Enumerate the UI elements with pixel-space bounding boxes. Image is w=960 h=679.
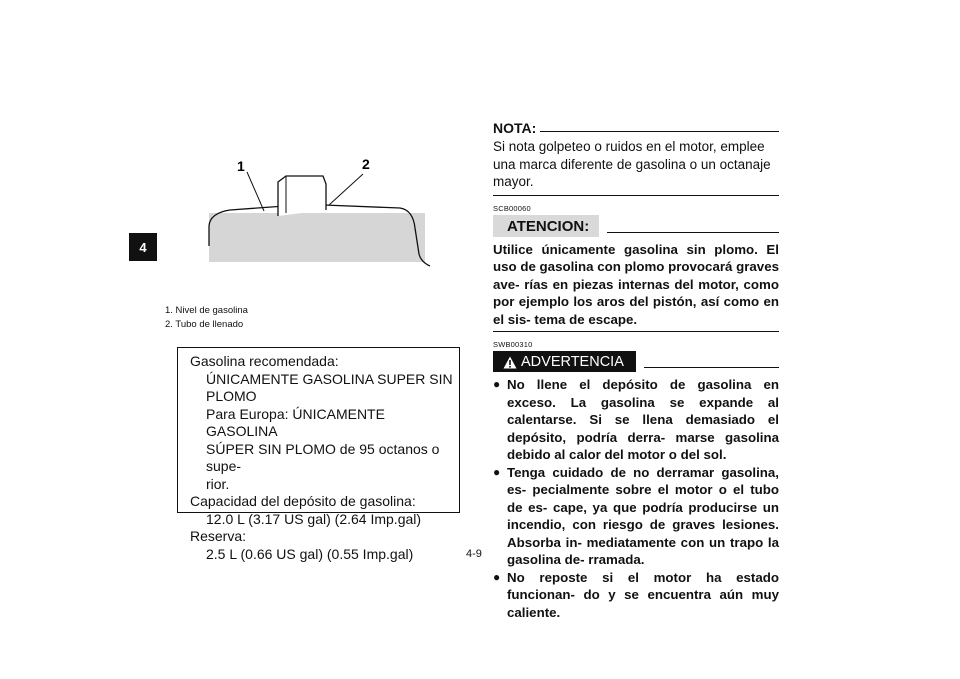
advertencia-item-text: No reposte si el motor ha estado funcionan- do y se encuentra aún muy caliente. <box>507 569 779 620</box>
spec-title: Gasolina recomendada: <box>190 353 339 369</box>
advertencia-list <box>493 376 779 621</box>
spec-fuel-line: PLOMO <box>206 388 257 404</box>
list-item <box>493 376 779 464</box>
fuel-level-figure <box>195 158 440 270</box>
advertencia-rule <box>644 367 779 368</box>
spec-fuel-line: SÚPER SIN PLOMO de 95 octanos o supe- <box>206 440 440 474</box>
atencion-end-rule <box>493 331 779 332</box>
fuel-spec-box <box>177 347 460 562</box>
caption-1: 1. Nivel de gasolina <box>165 305 248 316</box>
nota-end-rule <box>493 195 779 196</box>
warning-triangle-icon <box>503 356 517 369</box>
advertencia-item-text: No llene el depósito de gasolina en exceso. La gasolina se expande al calentarse. Si se llena demasiado el depósito, podría derra- marse gasolina debido al calor del motor o del sol. <box>507 377 779 462</box>
spec-capacity-value: 12.0 L (3.17 US gal) (2.64 Imp.gal) <box>206 510 422 527</box>
spec-fuel-line: ÚNICAMENTE GASOLINA SUPER SIN <box>206 370 453 387</box>
page-number: 4-9 <box>466 548 482 560</box>
bullet-icon: ● <box>493 464 501 479</box>
spec-fuel-line: rior. <box>206 475 230 492</box>
callout-1: 1 <box>237 158 245 174</box>
advertencia-heading <box>493 351 779 372</box>
nota-rule <box>540 131 779 132</box>
spec-fuel-line: Para Europa: ÚNICAMENTE GASOLINA <box>206 405 385 439</box>
callout-2: 2 <box>362 158 370 172</box>
caption-2: 2. Tubo de llenado <box>165 319 244 330</box>
fuel-tank-illustration <box>195 158 440 270</box>
fuel-fill <box>209 213 425 262</box>
atencion-label <box>493 215 599 237</box>
bullet-icon: ● <box>493 569 501 584</box>
nota-text: Si nota golpeteo o ruidos en el motor, emplee una marca diferente de gasolina o un octanaje mayor. <box>493 139 771 189</box>
nota-title: NOTA: <box>493 120 537 136</box>
atencion-title: ATENCION: <box>507 217 590 235</box>
atencion-heading <box>493 215 779 237</box>
nota-heading <box>493 120 779 136</box>
spec-reserve-value: 2.5 L (0.66 US gal) (0.55 Imp.gal) <box>206 545 414 562</box>
spec-capacity-label: Capacidad del depósito de gasolina: <box>190 493 416 509</box>
bullet-icon: ● <box>493 377 501 391</box>
atencion-text: Utilice únicamente gasolina sin plomo. El uso de gasolina con plomo provocará graves ave- rías en piezas internas del motor, como por ejemplo los aros del pistón, así como en el sis- tema de escape. <box>493 241 779 327</box>
section-tab <box>129 233 157 261</box>
advertencia-code: SWB00310 <box>493 340 533 349</box>
section-tab-number: 4 <box>139 239 147 255</box>
spec-reserve-label: Reserva: <box>190 528 247 544</box>
right-column <box>493 120 779 621</box>
atencion-rule <box>607 232 779 233</box>
list-item <box>493 464 779 569</box>
advertencia-item-text: Tenga cuidado de no derramar gasolina, es- pecialmente sobre el motor o el tubo de es- cape, ya que podría producirse un incendio, con riesgo de graves lesiones. Absorba in- mediatamente con un trapo la gasolina de- rramada. <box>507 464 779 567</box>
advertencia-label <box>493 351 636 372</box>
list-item <box>493 569 779 622</box>
figure-captions <box>165 304 248 332</box>
atencion-code: SCB00060 <box>493 203 531 213</box>
advertencia-title: ADVERTENCIA <box>521 354 624 370</box>
